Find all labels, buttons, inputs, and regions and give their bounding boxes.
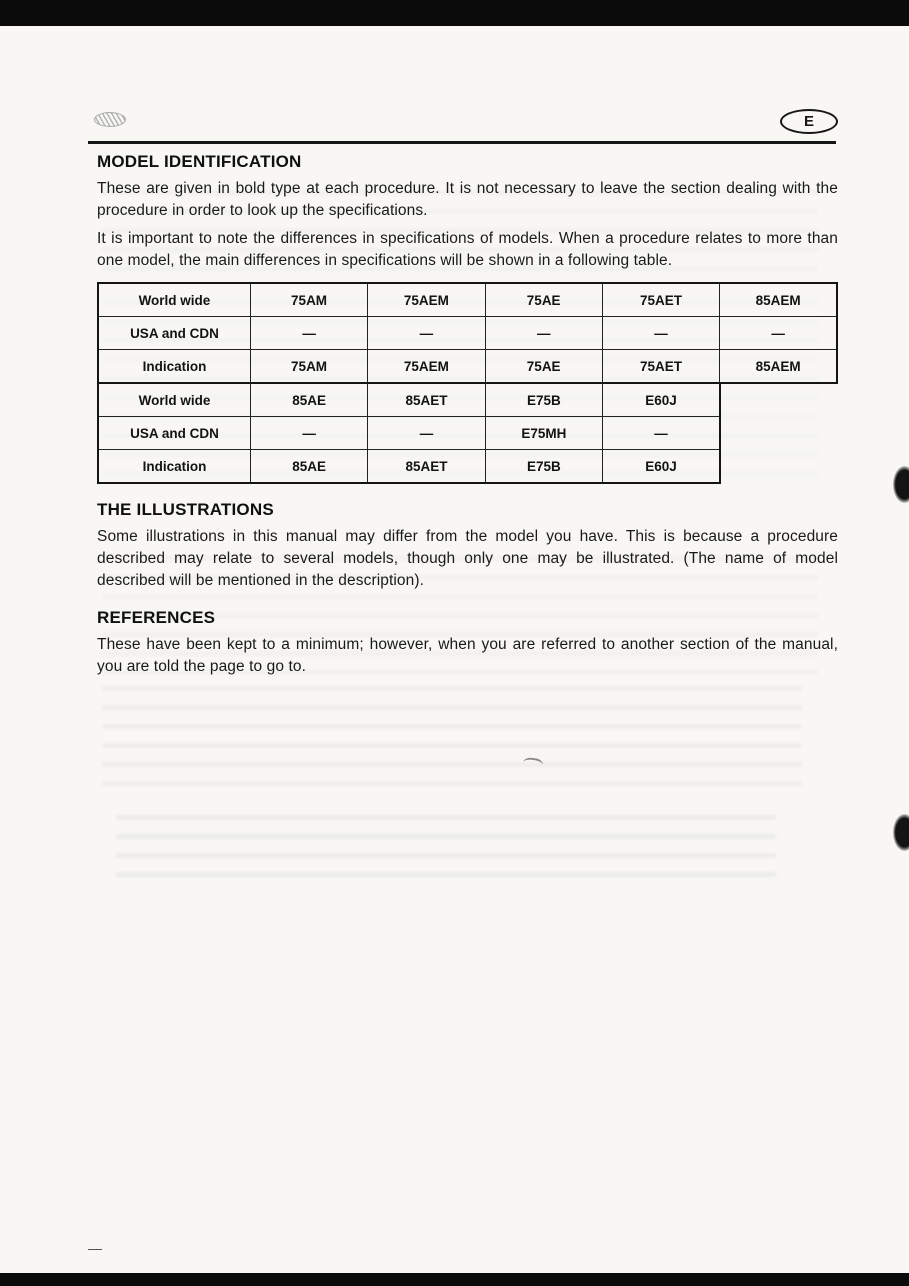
table-cell: 85AET bbox=[368, 450, 485, 484]
table-cell: 85AE bbox=[250, 450, 367, 484]
table-row bbox=[98, 283, 837, 317]
row-label-cell: USA and CDN bbox=[98, 317, 250, 350]
table-cell: 85AET bbox=[368, 383, 485, 417]
row-label-cell: USA and CDN bbox=[98, 417, 250, 450]
table-cell: E75B bbox=[485, 383, 602, 417]
language-badge-label: E bbox=[803, 113, 814, 130]
table-row bbox=[98, 450, 720, 484]
table-row bbox=[98, 350, 837, 384]
table-cell: E75MH bbox=[485, 417, 602, 450]
table-cell: 75AE bbox=[485, 283, 602, 317]
scan-edge-top bbox=[0, 0, 909, 26]
table-cell: — bbox=[250, 317, 367, 350]
table-cell: 85AEM bbox=[720, 350, 837, 384]
table-row bbox=[98, 383, 720, 417]
language-badge bbox=[780, 109, 838, 134]
table-cell: E60J bbox=[603, 450, 720, 484]
references-paragraph: These have been kept to a minimum; however, when you are referred to another section of the manual, you are told the page to go to. bbox=[97, 636, 838, 675]
header-rule bbox=[88, 141, 836, 144]
table-cell: 85AE bbox=[250, 383, 367, 417]
table-cell: — bbox=[602, 317, 719, 350]
row-label-cell: World wide bbox=[98, 283, 250, 317]
table-cell: 75AET bbox=[602, 350, 719, 384]
table-row bbox=[98, 417, 720, 450]
table-cell: 75AM bbox=[250, 283, 367, 317]
row-label-cell: World wide bbox=[98, 383, 250, 417]
section-title-illustrations: THE ILLUSTRATIONS bbox=[97, 500, 274, 519]
table-cell: 75AEM bbox=[368, 283, 485, 317]
table-cell: — bbox=[368, 417, 485, 450]
row-label-cell: Indication bbox=[98, 350, 250, 384]
table-cell: — bbox=[485, 317, 602, 350]
bleedthrough-ghost bbox=[116, 815, 776, 887]
table-cell: 75AE bbox=[485, 350, 602, 384]
table-cell: 85AEM bbox=[720, 283, 837, 317]
scan-mark-artifact bbox=[522, 757, 543, 772]
scan-ink-artifact bbox=[893, 466, 909, 503]
table-row bbox=[98, 317, 837, 350]
table-cell: 75AEM bbox=[368, 350, 485, 384]
model-identification-paragraph-1: These are given in bold type at each procedure. It is not necessary to leave the section dealing with the procedure in order to look up the specifications. bbox=[97, 180, 838, 219]
table-cell: — bbox=[250, 417, 367, 450]
table-cell: — bbox=[603, 417, 720, 450]
section-title-model-identification: MODEL IDENTIFICATION bbox=[97, 152, 302, 171]
illustrations-paragraph: Some illustrations in this manual may differ from the model you have. This is because a procedure described may relate to several models, though only one may be illustrated. (The name of model described will be mentioned in the description). bbox=[97, 528, 838, 589]
table-cell: E60J bbox=[603, 383, 720, 417]
table-cell: — bbox=[720, 317, 837, 350]
table-cell: E75B bbox=[485, 450, 602, 484]
row-label-cell: Indication bbox=[98, 450, 250, 484]
model-table-wide bbox=[97, 282, 838, 384]
section-title-references: REFERENCES bbox=[97, 608, 216, 627]
scan-ink-artifact bbox=[893, 814, 909, 851]
model-identification-paragraph-2: It is important to note the differences in specifications of models. When a procedure relates to more than one model, the main differences in specifications will be shown in a following table. bbox=[97, 230, 838, 269]
page-content bbox=[97, 150, 838, 684]
table-cell: 75AM bbox=[250, 350, 367, 384]
model-table-narrow bbox=[97, 382, 721, 484]
table-cell: — bbox=[368, 317, 485, 350]
corner-mark-icon bbox=[94, 112, 126, 127]
scan-dash-artifact: — bbox=[88, 1240, 102, 1256]
table-cell: 75AET bbox=[602, 283, 719, 317]
scan-edge-bottom bbox=[0, 1273, 909, 1286]
bleedthrough-ghost bbox=[102, 686, 802, 794]
